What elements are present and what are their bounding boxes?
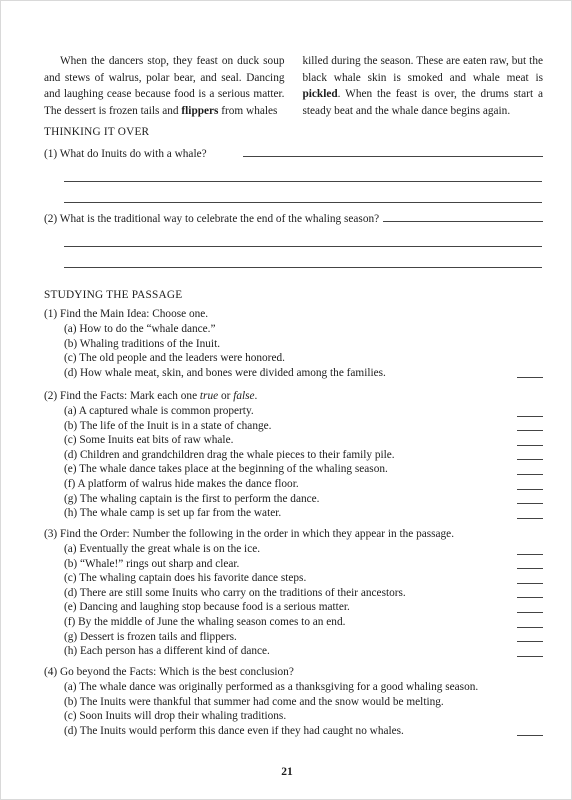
passage-paragraph-left <box>44 53 285 119</box>
list-item: (a) How to do the “whale dance.” <box>64 323 216 335</box>
answer-line[interactable] <box>64 181 542 182</box>
answer-line[interactable] <box>64 202 542 203</box>
answer-blank[interactable] <box>517 554 543 555</box>
vocab-word-flippers: flippers <box>181 104 219 117</box>
answer-blank[interactable] <box>517 459 543 460</box>
question-2 <box>44 213 543 225</box>
answer-blank[interactable] <box>517 430 543 431</box>
answer-blank[interactable] <box>517 597 543 598</box>
list-item: (g) The whaling captain is the first to perform the dance. <box>44 492 543 507</box>
studying-heading: STUDYING THE PASSAGE <box>44 289 183 301</box>
answer-blank[interactable] <box>517 518 543 519</box>
answer-blank[interactable] <box>517 377 543 378</box>
list-item: (c) Some Inuits eat bits of raw whale. <box>44 433 543 448</box>
answer-blank[interactable] <box>517 474 543 475</box>
passage-text: . When the feast is over, the drums start a steady beat and the whale dance begins again. <box>302 88 543 117</box>
list-item: (b) “Whale!” rings out sharp and clear. <box>44 557 543 572</box>
passage-text: When the dancers stop, they feast on duck soup and stews of walrus, polar bear, and seal. Dancing and laughing cease because food is a serious matter. The dessert is frozen tails and <box>44 55 285 117</box>
answer-line[interactable] <box>64 267 542 268</box>
list-item: (b) The life of the Inuit is in a state of change. <box>44 419 543 434</box>
list-item: (c) The whaling captain does his favorite dance steps. <box>44 571 543 586</box>
list-item: (a) A captured whale is common property. <box>44 404 543 419</box>
answer-blank[interactable] <box>517 641 543 642</box>
answer-blank[interactable] <box>517 489 543 490</box>
list-item: (d) How whale meat, skin, and bones were divided among the families. <box>44 366 543 381</box>
passage-column-right <box>303 53 544 119</box>
answer-blank[interactable] <box>517 627 543 628</box>
list-item: (a) Eventually the great whale is on the ice. <box>44 542 543 557</box>
answer-blank[interactable] <box>517 416 543 417</box>
list-item: (h) The whale camp is set up far from the water. <box>44 506 543 521</box>
question-1-text: (1) What do Inuits do with a whale? <box>44 148 207 160</box>
list-item: (f) By the middle of June the whaling season comes to an end. <box>44 615 543 630</box>
answer-line[interactable] <box>383 220 543 222</box>
answer-blank[interactable] <box>517 583 543 584</box>
question-2-text: (2) What is the traditional way to celebrate the end of the whaling season? <box>44 213 380 225</box>
answer-blank[interactable] <box>517 445 543 446</box>
conclusion-question: (4) Go beyond the Facts: Which is the best conclusion? <box>44 666 294 678</box>
passage-text: killed during the season. These are eaten raw, but the black whale skin is smoked and whale meat is <box>302 55 543 84</box>
list-item: (c) The old people and the leaders were honored. <box>64 352 285 365</box>
page-number: 21 <box>281 766 293 778</box>
list-item: (f) A platform of walrus hide makes the dance floor. <box>44 477 543 492</box>
passage-text: from whales <box>218 104 278 117</box>
answer-line[interactable] <box>64 246 542 247</box>
list-item: (a) The whale dance was originally performed as a thanksgiving for a good whaling season. <box>64 681 479 693</box>
vocab-word-pickled: pickled <box>302 88 338 100</box>
answer-blank[interactable] <box>517 735 543 736</box>
list-item: (d) The Inuits would perform this dance even if they had caught no whales. <box>44 724 543 739</box>
conclusion-section <box>44 665 543 738</box>
answer-line[interactable] <box>243 155 543 157</box>
facts-section <box>44 389 543 521</box>
list-item: (e) The whale dance takes place at the beginning of the whaling season. <box>44 462 543 477</box>
list-item: (g) Dessert is frozen tails and flippers. <box>44 630 543 645</box>
facts-question: (2) Find the Facts: Mark each one true or false. <box>44 390 258 402</box>
answer-blank[interactable] <box>517 612 543 613</box>
answer-blank[interactable] <box>517 568 543 569</box>
passage-column-left <box>44 53 285 119</box>
list-item: (h) Each person has a different kind of dance. <box>44 644 543 659</box>
thinking-heading: THINKING IT OVER <box>44 126 150 138</box>
list-item: (b) Whaling traditions of the Inuit. <box>64 337 221 350</box>
answer-blank[interactable] <box>517 503 543 504</box>
passage-excerpt <box>44 53 543 119</box>
passage-paragraph-right <box>303 53 544 119</box>
list-item: (c) Soon Inuits will drop their whaling traditions. <box>64 710 287 723</box>
main-idea-section <box>44 307 543 380</box>
order-question: (3) Find the Order: Number the following in the order in which they appear in the passage. <box>44 528 455 540</box>
question-1 <box>44 148 543 160</box>
list-item: (d) Children and grandchildren drag the whale pieces to their family pile. <box>44 448 543 463</box>
list-item: (b) The Inuits were thankful that summer had come and the snow would be melting. <box>64 695 444 708</box>
main-idea-question: (1) Find the Main Idea: Choose one. <box>44 308 209 320</box>
answer-blank[interactable] <box>517 656 543 657</box>
list-item: (e) Dancing and laughing stop because food is a serious matter. <box>44 600 543 615</box>
order-section <box>44 527 543 659</box>
list-item: (d) There are still some Inuits who carry on the traditions of their ancestors. <box>44 586 543 601</box>
